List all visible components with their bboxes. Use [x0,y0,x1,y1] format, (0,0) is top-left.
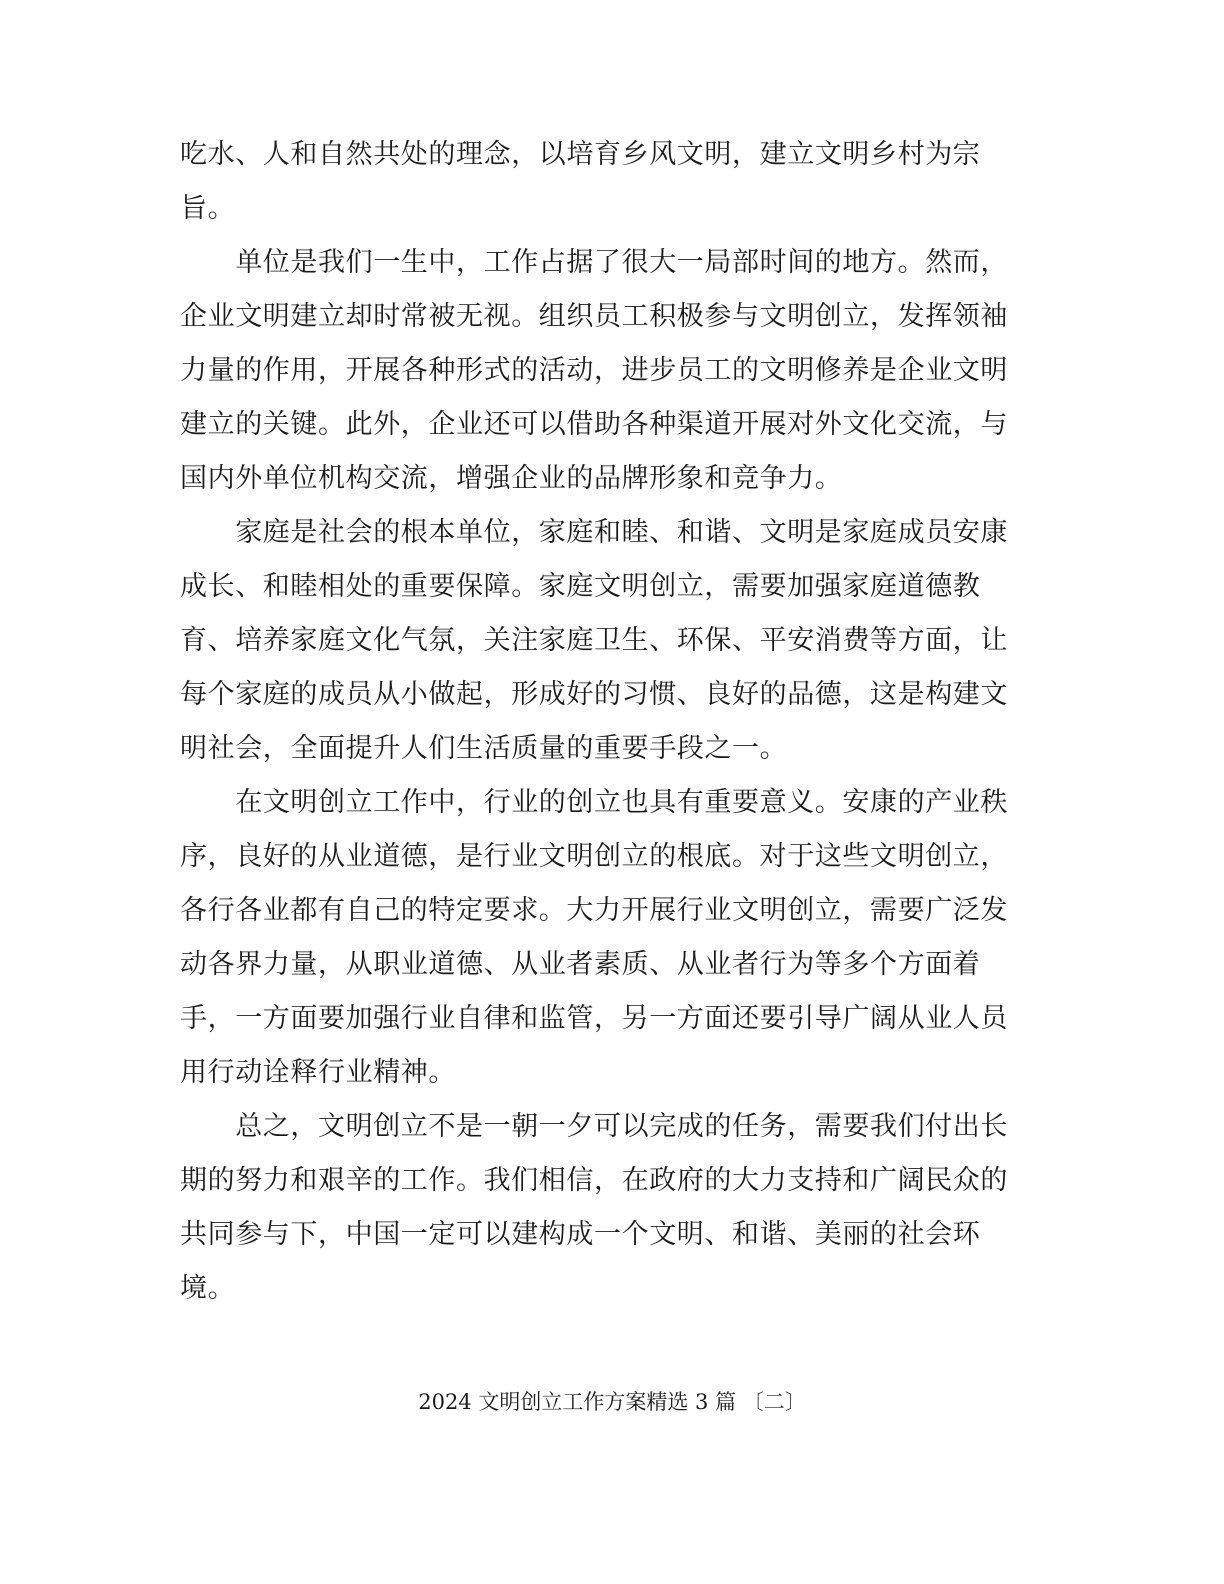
paragraph-conclusion [180,1100,1020,1316]
text-line: 国内外单位机构交流，增强企业的品牌形象和竞争力。 [180,463,843,494]
text-line: 建立的关键。此外，企业还可以借助各种渠道开展对外文化交流，与 [180,409,1008,440]
text-line: 序，良好的从业道德，是行业文明创立的根底。对于这些文明创立， [180,841,1008,872]
text-line: 旨。 [180,193,236,224]
text-line: 动各界力量，从职业道德、从业者素质、从业者行为等多个方面着 [180,949,981,980]
text-line: 各行各业都有自己的特定要求。大力开展行业文明创立，需要广泛发 [180,895,1008,926]
text-line: 企业文明建立却时常被无视。组织员工积极参与文明创立，发挥领袖 [180,301,1008,332]
document-body [180,128,1020,1316]
section-heading: 2024 文明创立工作方案精选 3 篇 〔二〕 [418,1390,806,1414]
text-line: 明社会，全面提升人们生活质量的重要手段之一。 [180,733,788,764]
text-line: 单位是我们一生中，工作占据了很大一局部时间的地方。然而， [180,247,1008,278]
paragraph-family-civilization [180,506,1020,776]
text-line: 总之，文明创立不是一朝一夕可以完成的任务，需要我们付出长 [180,1111,1008,1142]
text-line: 用行动诠释行业精神。 [180,1057,456,1088]
text-line: 每个家庭的成员从小做起，形成好的习惯、良好的品德，这是构建文 [180,679,1008,710]
text-line: 手，一方面要加强行业自律和监管，另一方面还要引导广阔从业人员 [180,1003,1008,1034]
text-line: 境。 [180,1273,236,1304]
paragraph-enterprise-civilization [180,236,1020,506]
text-line: 吃水、人和自然共处的理念，以培育乡风文明，建立文明乡村为宗 [180,139,981,170]
text-line: 期的努力和艰辛的工作。我们相信，在政府的大力支持和广阔民众的 [180,1165,1008,1196]
text-line: 在文明创立工作中，行业的创立也具有重要意义。安康的产业秩 [180,787,1008,818]
paragraph-industry-civilization [180,776,1020,1100]
text-line: 共同参与下，中国一定可以建构成一个文明、和谐、美丽的社会环 [180,1219,981,1250]
text-line: 力量的作用，开展各种形式的活动，进步员工的文明修养是企业文明 [180,355,1008,386]
text-line: 育、培养家庭文化气氛，关注家庭卫生、环保、平安消费等方面，让 [180,625,1008,656]
text-line: 成长、和睦相处的重要保障。家庭文明创立，需要加强家庭道德教 [180,571,981,602]
paragraph-rural-civilization [180,128,1020,236]
text-line: 家庭是社会的根本单位，家庭和睦、和谐、文明是家庭成员安康 [180,517,1008,548]
